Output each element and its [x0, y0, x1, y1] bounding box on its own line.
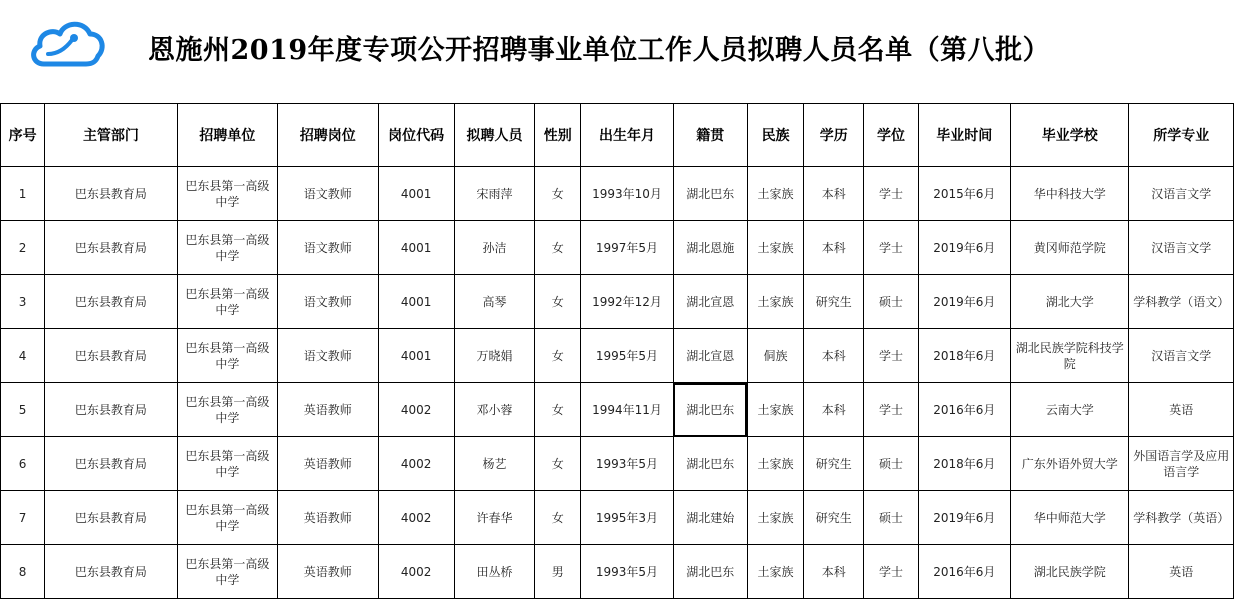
- table-cell[interactable]: 土家族: [747, 545, 803, 599]
- table-cell[interactable]: 华中师范大学: [1010, 491, 1128, 545]
- table-cell[interactable]: 湖北巴东: [673, 383, 747, 437]
- table-cell[interactable]: 4001: [378, 329, 454, 383]
- table-cell[interactable]: 巴东县教育局: [45, 545, 178, 599]
- table-row: [1, 437, 1234, 491]
- table-cell[interactable]: 1993年5月: [581, 437, 673, 491]
- table-cell[interactable]: 3: [1, 275, 45, 329]
- table-cell[interactable]: 4: [1, 329, 45, 383]
- table-cell[interactable]: 巴东县教育局: [45, 329, 178, 383]
- table-cell[interactable]: 学士: [864, 383, 918, 437]
- table-cell[interactable]: 女: [535, 167, 581, 221]
- table-cell[interactable]: 湖北民族学院科技学院: [1010, 329, 1128, 383]
- table-row: [1, 491, 1234, 545]
- table-cell[interactable]: 7: [1, 491, 45, 545]
- table-cell[interactable]: 汉语言文学: [1129, 329, 1234, 383]
- table-cell[interactable]: 1992年12月: [581, 275, 673, 329]
- table-cell[interactable]: 高琴: [454, 275, 534, 329]
- table-cell[interactable]: 本科: [804, 383, 864, 437]
- table-cell[interactable]: 许春华: [454, 491, 534, 545]
- table-cell[interactable]: 硕士: [864, 491, 918, 545]
- table-cell[interactable]: 巴东县教育局: [45, 491, 178, 545]
- table-cell[interactable]: 巴东县第一高级中学: [177, 329, 277, 383]
- table-cell[interactable]: 巴东县第一高级中学: [177, 437, 277, 491]
- table-cell[interactable]: 学士: [864, 545, 918, 599]
- table-cell[interactable]: 女: [535, 437, 581, 491]
- table-cell[interactable]: 4001: [378, 275, 454, 329]
- table-cell[interactable]: 学士: [864, 167, 918, 221]
- table-cell[interactable]: 8: [1, 545, 45, 599]
- table-cell[interactable]: 土家族: [747, 383, 803, 437]
- table-cell[interactable]: 英语: [1129, 545, 1234, 599]
- table-cell[interactable]: 湖北民族学院: [1010, 545, 1128, 599]
- table-cell[interactable]: 女: [535, 329, 581, 383]
- table-cell[interactable]: 土家族: [747, 437, 803, 491]
- table-cell[interactable]: 语文教师: [278, 221, 378, 275]
- col-header: 岗位代码: [378, 104, 454, 167]
- table-cell[interactable]: 湖北宣恩: [673, 329, 747, 383]
- col-header: 民族: [747, 104, 803, 167]
- col-header: 所学专业: [1129, 104, 1234, 167]
- table-cell[interactable]: 广东外语外贸大学: [1010, 437, 1128, 491]
- table-cell[interactable]: 语文教师: [278, 329, 378, 383]
- col-header: 出生年月: [581, 104, 673, 167]
- table-cell[interactable]: 硕士: [864, 275, 918, 329]
- table-cell[interactable]: 土家族: [747, 167, 803, 221]
- table-cell[interactable]: 4002: [378, 491, 454, 545]
- table-cell[interactable]: 4002: [378, 383, 454, 437]
- table-cell[interactable]: 英语教师: [278, 491, 378, 545]
- table-cell[interactable]: 4001: [378, 221, 454, 275]
- table-cell[interactable]: 巴东县教育局: [45, 167, 178, 221]
- table-cell[interactable]: 华中科技大学: [1010, 167, 1128, 221]
- table-cell[interactable]: 湖北巴东: [673, 545, 747, 599]
- page-title: 恩施州2019年度专项公开招聘事业单位工作人员拟聘人员名单（第八批）: [148, 35, 1051, 66]
- table-cell[interactable]: 2016年6月: [918, 383, 1010, 437]
- table-cell[interactable]: 2018年6月: [918, 437, 1010, 491]
- table-body: [1, 167, 1234, 599]
- table-cell[interactable]: 湖北恩施: [673, 221, 747, 275]
- table-cell[interactable]: 本科: [804, 221, 864, 275]
- table-cell[interactable]: 本科: [804, 167, 864, 221]
- table-cell[interactable]: 6: [1, 437, 45, 491]
- table-cell[interactable]: 巴东县第一高级中学: [177, 383, 277, 437]
- table-cell[interactable]: 邓小蓉: [454, 383, 534, 437]
- col-header: 招聘单位: [177, 104, 277, 167]
- table-cell[interactable]: 黄冈师范学院: [1010, 221, 1128, 275]
- col-header: 学位: [864, 104, 918, 167]
- table-cell[interactable]: 巴东县第一高级中学: [177, 491, 277, 545]
- table-cell[interactable]: 巴东县教育局: [45, 383, 178, 437]
- table-cell[interactable]: 学科教学（语文）: [1129, 275, 1234, 329]
- table-cell[interactable]: 巴东县教育局: [45, 221, 178, 275]
- table-cell[interactable]: 女: [535, 383, 581, 437]
- table-cell[interactable]: 4001: [378, 167, 454, 221]
- table-cell[interactable]: 杨艺: [454, 437, 534, 491]
- table-row: [1, 383, 1234, 437]
- table-cell[interactable]: 英语教师: [278, 437, 378, 491]
- table-cell[interactable]: 土家族: [747, 491, 803, 545]
- table-cell[interactable]: 研究生: [804, 437, 864, 491]
- table-cell[interactable]: 土家族: [747, 275, 803, 329]
- table-cell[interactable]: 汉语言文学: [1129, 167, 1234, 221]
- table-row: [1, 329, 1234, 383]
- table-cell[interactable]: 女: [535, 275, 581, 329]
- table-row: [1, 275, 1234, 329]
- table-row: [1, 167, 1234, 221]
- table-cell[interactable]: 2: [1, 221, 45, 275]
- table-cell[interactable]: 巴东县第一高级中学: [177, 545, 277, 599]
- table-cell[interactable]: 女: [535, 221, 581, 275]
- table-cell[interactable]: 1: [1, 167, 45, 221]
- table-cell[interactable]: 湖北巴东: [673, 437, 747, 491]
- table-cell[interactable]: 研究生: [804, 275, 864, 329]
- col-header: 拟聘人员: [454, 104, 534, 167]
- table-cell[interactable]: 英语: [1129, 383, 1234, 437]
- table-cell[interactable]: 田丛桥: [454, 545, 534, 599]
- table-cell[interactable]: 巴东县第一高级中学: [177, 167, 277, 221]
- table-cell[interactable]: 万晓娟: [454, 329, 534, 383]
- table-cell[interactable]: 女: [535, 491, 581, 545]
- table-cell[interactable]: 巴东县教育局: [45, 437, 178, 491]
- table-cell[interactable]: 2019年6月: [918, 491, 1010, 545]
- recruitment-table: [0, 103, 1234, 599]
- table-cell[interactable]: 2016年6月: [918, 545, 1010, 599]
- table-cell[interactable]: 1995年5月: [581, 329, 673, 383]
- table-cell[interactable]: 4002: [378, 545, 454, 599]
- table-cell[interactable]: 本科: [804, 545, 864, 599]
- table-cell[interactable]: 学士: [864, 221, 918, 275]
- table-cell[interactable]: 学科教学（英语）: [1129, 491, 1234, 545]
- table-cell[interactable]: 硕士: [864, 437, 918, 491]
- table-cell[interactable]: 男: [535, 545, 581, 599]
- col-header: 招聘岗位: [278, 104, 378, 167]
- col-header: 学历: [804, 104, 864, 167]
- table-cell[interactable]: 土家族: [747, 221, 803, 275]
- table-cell[interactable]: 1997年5月: [581, 221, 673, 275]
- col-header: 毕业学校: [1010, 104, 1128, 167]
- table-cell[interactable]: 湖北宣恩: [673, 275, 747, 329]
- table-cell[interactable]: 湖北建始: [673, 491, 747, 545]
- col-header: 序号: [1, 104, 45, 167]
- table-cell[interactable]: 语文教师: [278, 275, 378, 329]
- col-header: 性别: [535, 104, 581, 167]
- table-cell[interactable]: 巴东县教育局: [45, 275, 178, 329]
- table-header-row: [1, 104, 1234, 167]
- col-header: 籍贯: [673, 104, 747, 167]
- table-cell[interactable]: 侗族: [747, 329, 803, 383]
- table-cell[interactable]: 英语教师: [278, 383, 378, 437]
- table-cell[interactable]: 2015年6月: [918, 167, 1010, 221]
- table-cell[interactable]: 2018年6月: [918, 329, 1010, 383]
- table-cell[interactable]: 1995年3月: [581, 491, 673, 545]
- table-cell[interactable]: 2019年6月: [918, 221, 1010, 275]
- col-header: 毕业时间: [918, 104, 1010, 167]
- table-cell[interactable]: 1993年5月: [581, 545, 673, 599]
- table-cell[interactable]: 学士: [864, 329, 918, 383]
- table-cell[interactable]: 湖北大学: [1010, 275, 1128, 329]
- table-cell[interactable]: 语文教师: [278, 167, 378, 221]
- table-cell[interactable]: 英语教师: [278, 545, 378, 599]
- table-cell[interactable]: 巴东县第一高级中学: [177, 221, 277, 275]
- table-cell[interactable]: 2019年6月: [918, 275, 1010, 329]
- table-cell[interactable]: 1994年11月: [581, 383, 673, 437]
- table-cell[interactable]: 宋雨萍: [454, 167, 534, 221]
- table-cell[interactable]: 汉语言文学: [1129, 221, 1234, 275]
- table-cell[interactable]: 5: [1, 383, 45, 437]
- table-row: [1, 221, 1234, 275]
- table-cell[interactable]: 孙洁: [454, 221, 534, 275]
- table-cell[interactable]: 4002: [378, 437, 454, 491]
- table-cell[interactable]: 研究生: [804, 491, 864, 545]
- col-header: 主管部门: [45, 104, 178, 167]
- table-cell[interactable]: 湖北巴东: [673, 167, 747, 221]
- table-cell[interactable]: 本科: [804, 329, 864, 383]
- table-cell[interactable]: 巴东县第一高级中学: [177, 275, 277, 329]
- table-cell[interactable]: 1993年10月: [581, 167, 673, 221]
- table-cell[interactable]: 云南大学: [1010, 383, 1128, 437]
- cloud-logo-icon: [28, 18, 106, 70]
- table-row: [1, 545, 1234, 599]
- table-cell[interactable]: 外国语言学及应用语言学: [1129, 437, 1234, 491]
